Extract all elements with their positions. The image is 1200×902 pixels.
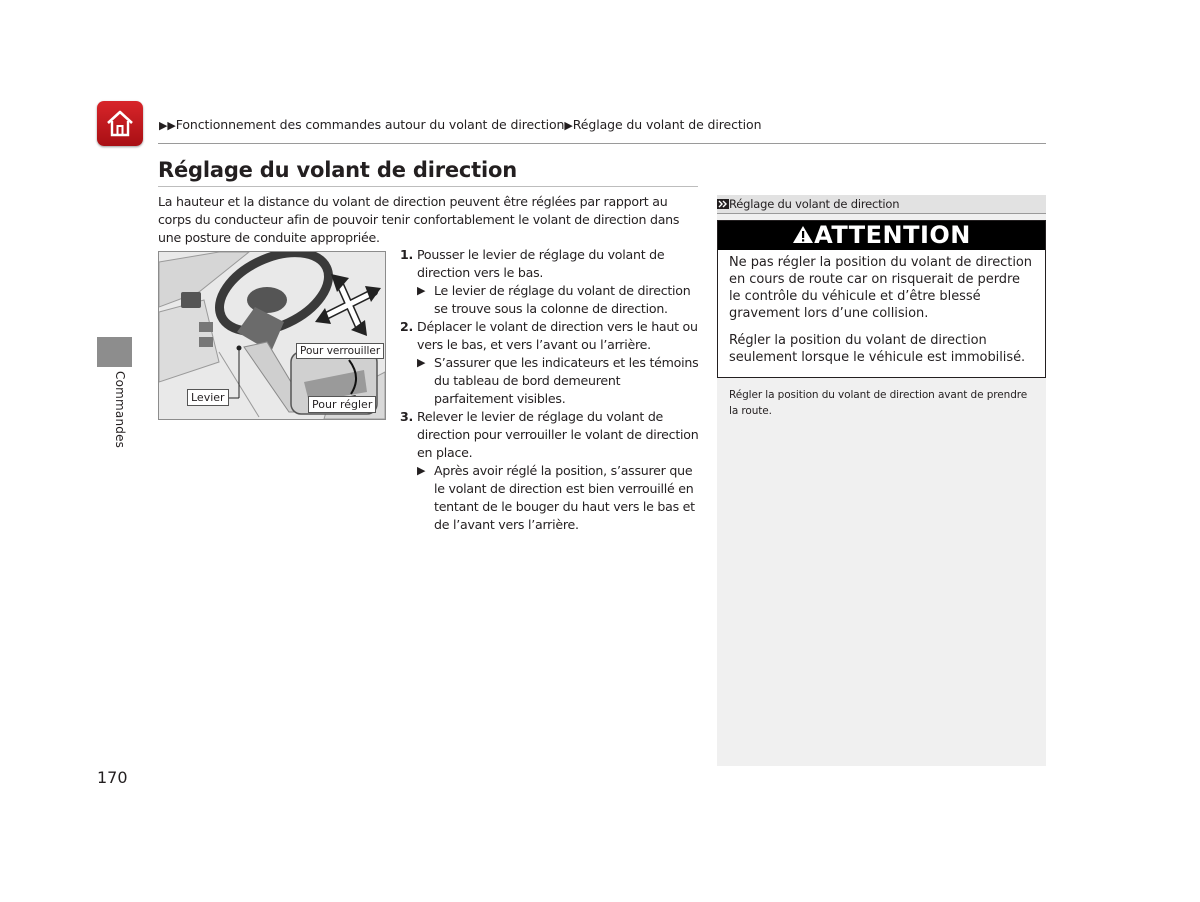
steering-wheel-illustration: [158, 251, 386, 420]
step-1-note: [400, 282, 700, 318]
warning-title: [718, 221, 1045, 250]
callout-lock: Pour verrouiller: [296, 343, 384, 359]
note-arrow-icon: ▶: [417, 284, 426, 297]
warning-triangle-icon: [792, 225, 814, 244]
chapter-tab[interactable]: [97, 337, 132, 367]
double-chevron-icon: [717, 199, 729, 209]
note-arrow-icon: ▶: [417, 356, 426, 369]
chapter-tab-label[interactable]: Commandes: [113, 371, 127, 449]
step-text: Relever le levier de réglage du volant de direction pour verrouiller le volant de direction en place.: [417, 409, 699, 460]
breadcrumb-section[interactable]: Fonctionnement des commandes autour du volant de direction: [175, 117, 565, 132]
note-text: Le levier de réglage du volant de direction se trouve sous la colonne de direction.: [434, 283, 691, 316]
procedure-steps: [400, 246, 700, 534]
breadcrumb-separator: ▶: [564, 119, 573, 132]
title-divider: [158, 186, 698, 187]
home-button[interactable]: [97, 101, 143, 146]
callout-adjust: Pour régler: [308, 396, 376, 413]
header-divider: [158, 143, 1046, 144]
step-3-note: [400, 462, 700, 534]
step-number: 2.: [400, 319, 414, 334]
breadcrumb-marker: ▶▶: [159, 119, 176, 132]
warning-paragraph-2: Régler la position du volant de direction seulement lorsque le véhicule est immobilisé.: [729, 333, 1026, 365]
step-2: [400, 318, 700, 354]
breadcrumb: [159, 117, 761, 132]
side-notes-panel: [717, 195, 1046, 766]
breadcrumb-page: Réglage du volant de direction: [572, 117, 762, 132]
warning-box: [717, 220, 1046, 378]
callout-lever: Levier: [187, 389, 229, 406]
step-text: Pousser le levier de réglage du volant de direction vers le bas.: [417, 247, 665, 280]
intro-paragraph: La hauteur et la distance du volant de direction peuvent être réglées par rapport au corps du conducteur afin de pouvoir tenir confortablement le volant de direction dans une posture de conduite appropriée.: [158, 194, 680, 245]
home-icon: [104, 107, 136, 139]
page-number: 170: [97, 768, 128, 787]
warning-title-text: ATTENTION: [814, 221, 971, 249]
note-text: S’assurer que les indicateurs et les témoins du tableau de bord demeurent parfaitement visibles.: [434, 355, 699, 406]
step-3: [400, 408, 700, 462]
warning-body: [718, 250, 1045, 366]
side-notes-title: Réglage du volant de direction: [729, 197, 900, 211]
side-note-text: Régler la position du volant de direction avant de prendre la route.: [729, 389, 1028, 417]
step-1: [400, 246, 700, 282]
warning-paragraph-1: Ne pas régler la position du volant de direction en cours de route car on risquerait de perdre le contrôle du véhicule et d’être blessé gravement lors d’une collision.: [729, 255, 1032, 321]
step-2-note: [400, 354, 700, 408]
step-number: 1.: [400, 247, 414, 262]
side-notes-header: [717, 195, 1046, 213]
side-notes-divider: [717, 213, 1046, 214]
page-title: Réglage du volant de direction: [158, 158, 517, 182]
step-number: 3.: [400, 409, 414, 424]
note-arrow-icon: ▶: [417, 464, 426, 477]
step-text: Déplacer le volant de direction vers le haut ou vers le bas, et vers l’avant ou l’arrière.: [417, 319, 698, 352]
note-text: Après avoir réglé la position, s’assurer que le volant de direction est bien verrouillé en tentant de le bouger du haut vers le bas et de l’avant vers l’arrière.: [434, 463, 695, 532]
